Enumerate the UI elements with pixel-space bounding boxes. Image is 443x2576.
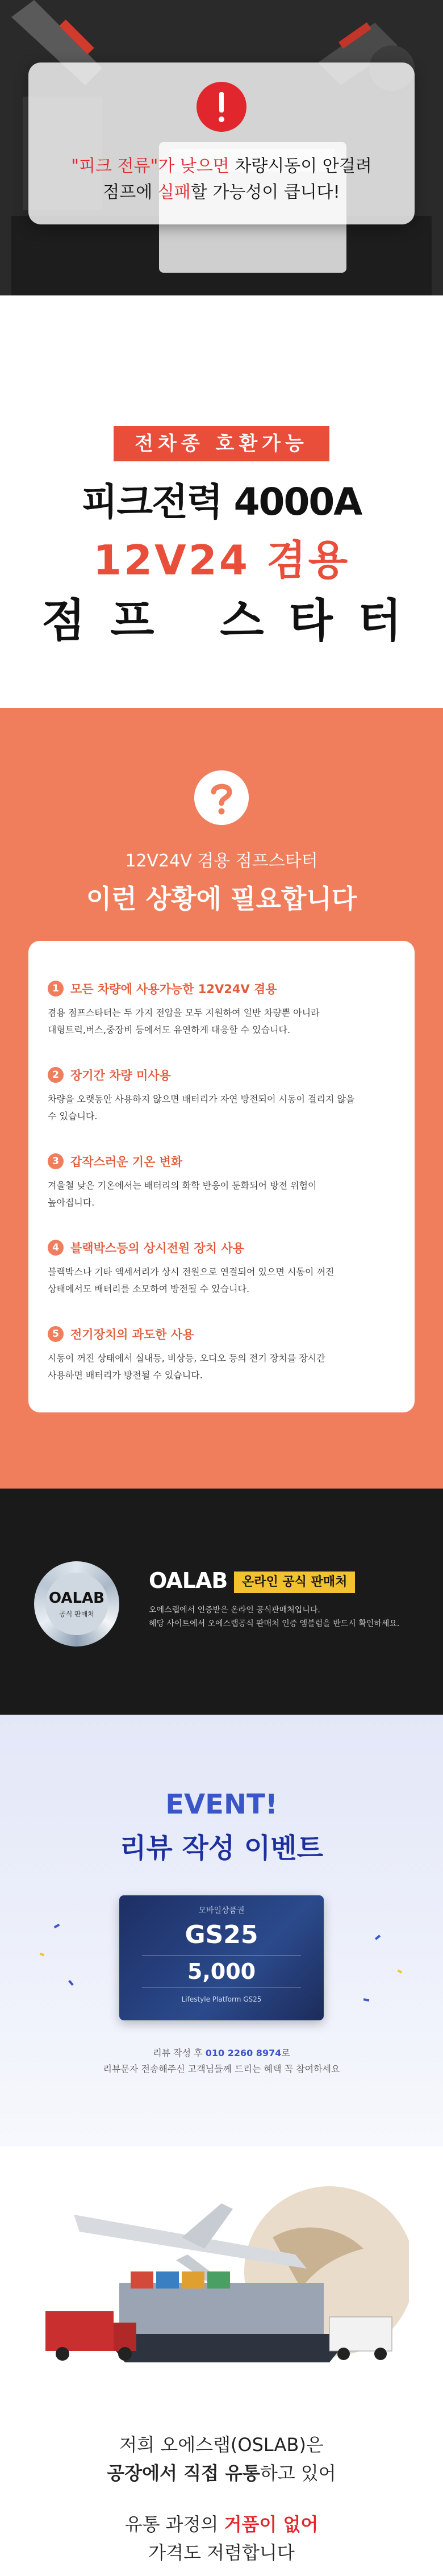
situation-item	[48, 977, 395, 1039]
event-note-post: 로	[281, 2048, 290, 2058]
logistics-line: 저희 오에스랩(OSLAB)은	[119, 2434, 324, 2456]
authorized-info	[149, 1603, 399, 1631]
authorized-info-line: 해당 사이트에서 오에스랩공식 판매처 인증 엠블럼을 반드시 확인하세요.	[149, 1619, 400, 1628]
logistics-bold: 공장에서 직접 유통	[107, 2462, 260, 2484]
warning-highlight-fail: 실패	[157, 182, 191, 202]
item-desc: 사용하면 배터리가 방전될 수 있습니다.	[48, 1370, 203, 1381]
item-number: 5	[48, 1326, 64, 1342]
title-voltage: 12V24 겸용	[93, 536, 350, 584]
situation-item	[48, 1323, 395, 1384]
official-online-tag: 온라인 공식 판매처	[234, 1572, 355, 1593]
item-desc: 블랙박스나 기타 액세서리가 상시 전원으로 연결되어 있으면 시동이 꺼진	[48, 1266, 335, 1277]
authorized-seller-section	[0, 1489, 443, 1715]
gift-card	[119, 1895, 324, 2020]
warning-highlight-peak: "피크 전류"가 낮으면	[71, 156, 229, 176]
exclamation-icon	[197, 82, 246, 132]
product-title-section	[0, 295, 443, 708]
item-title: 장기간 차량 미사용	[70, 1069, 171, 1082]
situation-item	[48, 1236, 395, 1298]
gift-card-type: 모바일상품권	[198, 1906, 245, 1915]
item-number: 3	[48, 1153, 64, 1169]
logistics-line: 하고 있어	[260, 2462, 336, 2484]
event-note	[0, 2045, 443, 2077]
warning-callout	[28, 62, 415, 224]
situations-heading: 이런 상황에 필요합니다	[86, 883, 357, 914]
official-seller-emblem	[34, 1561, 119, 1647]
item-title: 갑작스러운 기온 변화	[70, 1155, 183, 1169]
item-number: 4	[48, 1240, 64, 1256]
item-title: 블랙박스등의 상시전원 장치 사용	[70, 1241, 244, 1255]
emblem-label: 공식 판매처	[59, 1610, 94, 1618]
item-desc: 차량을 오랫동안 사용하지 않으면 배터리가 자연 방전되어 시동이 걸리지 않을	[48, 1094, 355, 1104]
compatibility-badge: 전차종 호환가능	[114, 426, 329, 461]
emblem-logo: OALAB	[48, 1590, 105, 1607]
item-number: 1	[48, 981, 64, 997]
logistics-line: 가격도 저렴합니다	[148, 2542, 295, 2564]
item-desc: 겸용 점프스타터는 두 가지 전압을 모두 지원하여 일반 차량뿐 아니라	[48, 1007, 320, 1018]
event-note-pre: 리뷰 작성 후	[153, 2048, 206, 2058]
authorized-info-line: 오에스랩에서 인증받은 온라인 공식판매처입니다.	[149, 1606, 320, 1615]
item-title: 전기장치의 과도한 사용	[70, 1328, 194, 1341]
logistics-text-1	[0, 2431, 443, 2487]
situations-section	[0, 708, 443, 1489]
warning-line2-pre: 점프에	[103, 182, 158, 202]
item-desc: 높아집니다.	[48, 1197, 95, 1208]
hero-banner	[0, 0, 443, 295]
situations-card	[28, 941, 415, 1412]
item-number: 2	[48, 1067, 64, 1083]
gift-card-brand: GS25	[185, 1920, 258, 1949]
gift-card-amount: 5,000	[142, 1956, 301, 1987]
event-phone: 010 2260 8974	[205, 2048, 282, 2058]
warning-line1: 차량시동이 안걸려	[229, 156, 372, 176]
warning-text	[28, 153, 415, 206]
item-title: 모든 차량에 사용가능한 12V24V 겸용	[70, 982, 277, 996]
gift-card-footer: Lifestyle Platform GS25	[181, 1995, 262, 2003]
logistics-section	[0, 2146, 443, 2576]
question-icon	[194, 770, 249, 825]
event-subtitle: 리뷰 작성 이벤트	[120, 1832, 323, 1864]
item-desc: 시동이 꺼진 상태에서 실내등, 비상등, 오디오 등의 전기 장치를 장시간	[48, 1353, 325, 1364]
warning-line2-post: 할 가능성이 큽니다!	[190, 182, 340, 202]
title-peak-power: 피크전력 4000A	[81, 480, 362, 524]
brand-logo: OALAB	[149, 1568, 228, 1593]
logistics-text-2	[0, 2510, 443, 2567]
logistics-line: 유통 과정의	[124, 2514, 224, 2535]
event-note-line2: 리뷰문자 전송해주신 고객님들께 드리는 혜택 꼭 참여하세요	[103, 2064, 340, 2074]
logistics-highlight: 거품이 없어	[224, 2514, 319, 2535]
item-desc: 상태에서도 배터리를 소모하여 방전될 수 있습니다.	[48, 1283, 250, 1294]
situations-subtitle: 12V24V 겸용 점프스타터	[125, 851, 318, 871]
logistics-illustration	[34, 2169, 409, 2396]
situation-item	[48, 1064, 395, 1125]
item-desc: 대형트럭,버스,중장비 등에서도 유연하게 대응할 수 있습니다.	[48, 1024, 291, 1035]
review-event-section	[0, 1715, 443, 2146]
event-title: EVENT!	[165, 1789, 278, 1820]
item-desc: 겨울철 낮은 기온에서는 배터리의 화학 반응이 둔화되어 방전 위험이	[48, 1180, 317, 1191]
situation-item	[48, 1150, 395, 1211]
item-desc: 수 있습니다.	[48, 1111, 98, 1122]
title-product: 점프 스타터	[41, 594, 427, 647]
